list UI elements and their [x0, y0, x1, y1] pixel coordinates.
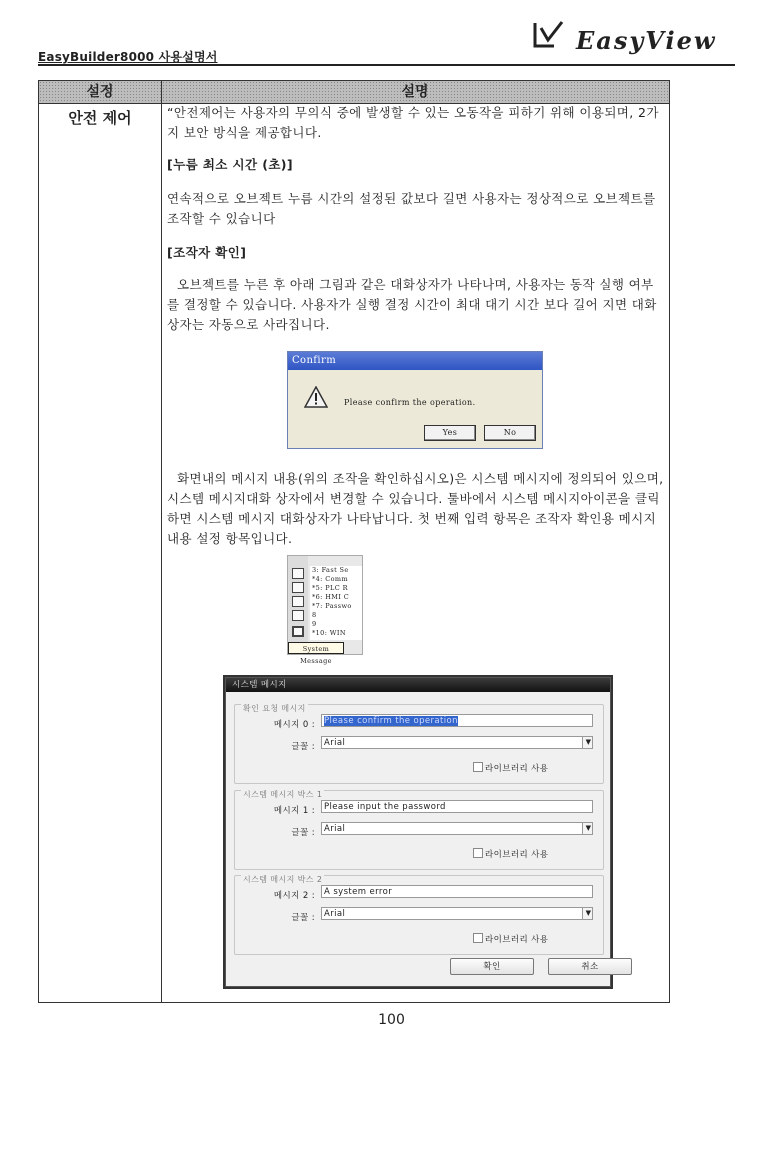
message-1-input[interactable]: [321, 800, 593, 813]
checkbox-box[interactable]: [473, 933, 483, 943]
group-legend: 확인 요청 메시지: [241, 699, 308, 719]
tree-item[interactable]: *4: Comm: [312, 575, 349, 583]
document-header-title: EasyBuilder8000 사용설명서: [38, 50, 218, 64]
logo-mark-icon: [532, 20, 564, 50]
window-tree: [310, 566, 362, 640]
confirm-request-group: [234, 704, 604, 784]
checkbox-box[interactable]: [473, 848, 483, 858]
toolbar-icon[interactable]: [292, 610, 304, 621]
group-legend: 시스템 메시지 박스 2: [241, 870, 324, 890]
message-0-input[interactable]: [321, 714, 593, 727]
confirm-dialog: [287, 351, 543, 449]
tree-item[interactable]: 9: [312, 620, 317, 628]
tree-item[interactable]: 3: Fast Se: [312, 566, 349, 574]
message-0-label: 메시지 0 :: [273, 720, 315, 730]
message-0-value: Please confirm the operation: [324, 716, 458, 726]
library-2-checkbox[interactable]: [473, 930, 548, 950]
setting-name: 안전 제어: [68, 109, 132, 127]
confirm-dialog-title: Confirm: [288, 352, 542, 370]
checkbox-box[interactable]: [473, 762, 483, 772]
font-2-select[interactable]: [321, 907, 593, 920]
tree-item[interactable]: *10: WIN: [312, 629, 346, 637]
operator-confirm-heading: [조작자 확인]: [167, 245, 247, 260]
message-2-input[interactable]: [321, 885, 593, 898]
col-header-setting: 설정: [39, 81, 162, 103]
message-2-value: A system error: [324, 887, 393, 897]
system-message-tooltip: System Message: [288, 642, 344, 654]
min-press-paragraph: 연속적으로 오브젝트 누름 시간의 설정된 값보다 길면 사용자는 정상적으로 오브젝트를 조작할 수 있습니다: [167, 191, 656, 226]
easyview-logo: [532, 18, 722, 58]
operator-confirm-paragraph: 오브젝트를 누른 후 아래 그림과 같은 대화상자가 나타나며, 사용자는 동작 실행 여부를 결정할 수 있습니다. 사용자가 실행 결정 시간이 최대 대기 시간 보다 길어 지면 대화상자는 자동으로 사라집니다.: [167, 277, 657, 332]
font-1-label: 글꼴 :: [291, 828, 315, 838]
font-0-value: Arial: [324, 738, 346, 748]
system-message-paragraph: 화면내의 메시지 내용(위의 조작을 확인하십시오)은 시스템 메시지에 정의되어 있으며, 시스템 메시지대화 상자에서 변경할 수 있습니다. 툴바에서 시스템 메시지아이콘을 클릭하면 시스템 메시지 대화상자가 나타납니다. 첫 번째 입력 항목은 조작자 확인용 메시지 내용 설정 항목입니다.: [167, 471, 664, 546]
column-divider: [161, 103, 162, 1002]
min-press-heading: [누름 최소 시간 (초)]: [167, 157, 294, 172]
tree-item[interactable]: 8: [312, 611, 317, 619]
font-0-select[interactable]: [321, 736, 593, 749]
table-header-row: [39, 81, 669, 104]
message-2-label: 메시지 2 :: [273, 891, 315, 901]
header-rule: [38, 64, 735, 66]
tree-item[interactable]: *6: HMI C: [312, 593, 350, 601]
warning-icon: [304, 386, 328, 408]
library-1-checkbox[interactable]: [473, 845, 548, 865]
font-1-select[interactable]: [321, 822, 593, 835]
chevron-down-icon[interactable]: ▼: [582, 822, 593, 835]
toolbar-icon[interactable]: [292, 568, 304, 579]
tree-item[interactable]: *7: Passwo: [312, 602, 352, 610]
no-button[interactable]: No: [484, 425, 536, 441]
group-legend: 시스템 메시지 박스 1: [241, 785, 324, 805]
confirm-dialog-message: Please confirm the operation.: [344, 398, 476, 407]
logo-text: EasyView: [576, 26, 717, 55]
system-message-dialog-title: 시스템 메시지: [226, 678, 610, 692]
col-header-description: 설명: [401, 84, 429, 100]
font-2-value: Arial: [324, 909, 346, 919]
library-0-checkbox[interactable]: [473, 759, 548, 779]
page-number: 100: [378, 1012, 405, 1028]
library-1-label: 라이브러리 사용: [485, 850, 549, 860]
system-message-box-1-group: [234, 790, 604, 870]
chevron-down-icon[interactable]: ▼: [582, 907, 593, 920]
message-1-label: 메시지 1 :: [273, 806, 315, 816]
ok-button[interactable]: 확인: [450, 958, 534, 975]
intro-paragraph: “안전제어는 사용자의 무의식 중에 발생할 수 있는 오동작을 피하기 위해 이용되며, 2가지 보안 방식을 제공합니다.: [167, 105, 659, 140]
font-2-label: 글꼴 :: [291, 913, 315, 923]
library-2-label: 라이브러리 사용: [485, 935, 549, 945]
yes-button[interactable]: Yes: [424, 425, 476, 441]
system-message-box-2-group: [234, 875, 604, 955]
chevron-down-icon[interactable]: ▼: [582, 736, 593, 749]
toolbar-snippet: [287, 555, 363, 665]
library-0-label: 라이브러리 사용: [485, 764, 549, 774]
system-message-dialog: [225, 677, 611, 987]
toolbar-icon[interactable]: [292, 596, 304, 607]
settings-table: [38, 80, 670, 1003]
font-0-label: 글꼴 :: [291, 742, 315, 752]
font-1-value: Arial: [324, 824, 346, 834]
cancel-button[interactable]: 취소: [548, 958, 632, 975]
toolbar-icon[interactable]: [292, 582, 304, 593]
tree-item[interactable]: *5: PLC R: [312, 584, 348, 592]
system-message-icon[interactable]: [292, 626, 304, 637]
message-1-value: Please input the password: [324, 802, 446, 812]
